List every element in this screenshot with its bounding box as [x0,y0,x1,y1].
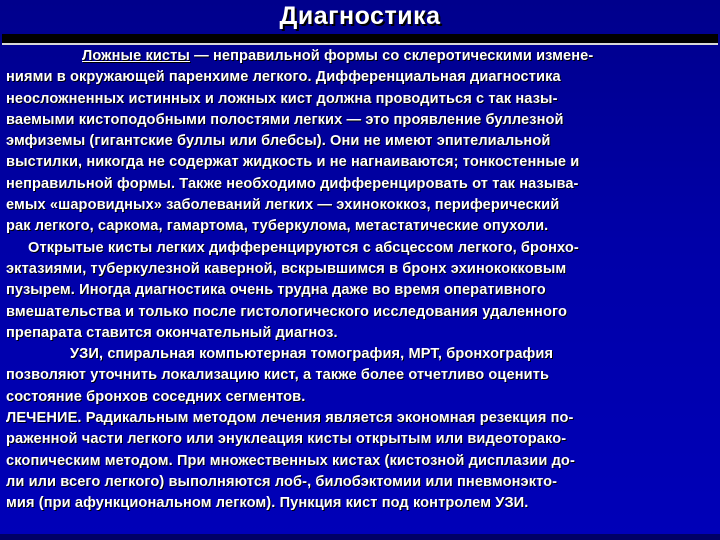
body-line: рак легкого, саркома, гамартома, туберкулома, метастатические опухоли. [6,218,549,235]
body-line: мия (при афункциональном легком). Пункция кист под контролем УЗИ. [6,495,529,512]
body-line: эктазиями, туберкулезной каверной, вскрывшимся в бронх эхинококковым [6,260,567,277]
body-line: эмфиземы (гигантские буллы или блебсы). Они не имеют эпителиальной [6,133,551,150]
body-line: вмешательства и только после гистологического исследования удаленного [6,303,567,320]
body-line: ниями в окружающей паренхиме легкого. Дифференциальная диагностика [6,69,561,86]
body-line [6,46,714,67]
body-line: состояние бронхов соседних сегментов. [6,388,306,405]
body-line: позволяют уточнить локализацию кист, а также более отчетливо оценить [6,367,550,384]
slide-title: Диагностика [279,2,441,30]
bottom-bar [0,534,720,540]
slide-body [6,46,714,515]
body-line: УЗИ, спиральная компьютерная томография, МРТ, бронхография [70,346,554,363]
body-line: пузырем. Иногда диагностика очень трудна даже во время оперативного [6,282,546,299]
body-line: ЛЕЧЕНИЕ. Радикальным методом лечения является экономная резекция по- [6,410,574,427]
title-divider [2,34,718,45]
body-line: препарата ставится окончательный диагноз. [6,324,338,341]
body-line: ли или всего легкого) выполняются лоб-, билобэктомии или пневмонэкто- [6,473,558,490]
body-line: Открытые кисты легких дифференцируются с абсцессом легкого, бронхо- [28,239,579,256]
body-line: неосложненных истинных и ложных кист должна проводиться с так назы- [6,90,558,107]
body-line: емых «шаровидных» заболеваний легких — эхинококкоз, периферический [6,197,560,214]
body-line: раженной части легкого или энуклеация кисты открытым или видеоторако- [6,431,567,448]
body-line-text: — неправильной формы со склеротическими измене- [189,48,594,64]
body-line: ваемыми кистоподобными полостями легких — это проявление буллезной [6,111,564,128]
body-line: выстилки, никогда не содержат жидкость и не нагнаиваются; тонкостенные и [6,154,580,171]
term-false-cysts: Ложные кисты [82,48,190,64]
body-line: неправильной формы. Также необходимо дифференцировать от так называ- [6,175,579,192]
body-line: скопическим методом. При множественных кистах (кистозной дисплазии до- [6,452,575,469]
